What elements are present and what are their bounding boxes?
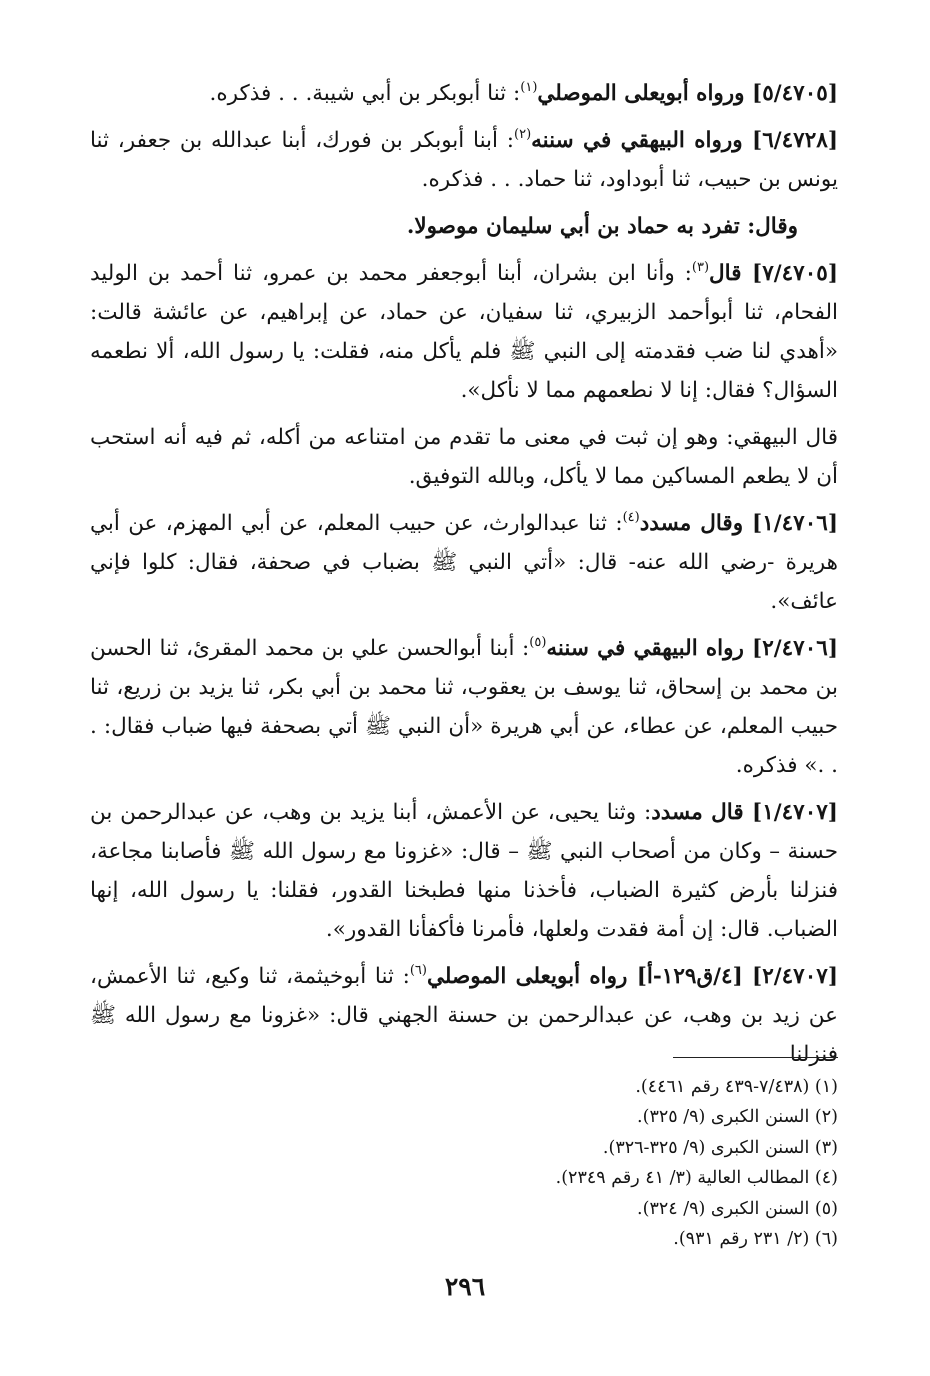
- footnote-2: (٢) السنن الكبرى (٩/ ٣٢٥).: [637, 1107, 838, 1128]
- paragraph-4: [90, 254, 838, 410]
- paragraph-lead: [٢/٤٧٠٦] رواه البيهقي في سننه: [546, 636, 838, 661]
- paragraph-5: [90, 418, 838, 496]
- paragraph-text: : ثنا أبوخيثمة، ثنا وكيع، ثنا الأعمش، عن زيد بن وهب، عن عبدالرحمن بن حسنة الجهني قال: «غزونا مع رسول الله ﷺ فنزلنا: [90, 964, 838, 1067]
- paragraph-lead: [٥/٤٧٠٥] ورواه أبويعلى الموصلي: [537, 81, 838, 106]
- paragraph-text: : أبنا أبوبكر بن فورك، أبنا عبدالله بن جعفر، ثنا يونس بن حبيب، ثنا أبوداود، ثنا حماد. . . فذكره.: [90, 128, 838, 192]
- paragraph-lead: [١/٤٧٠٦] وقال مسدد: [639, 511, 839, 536]
- paragraph-text: : وأنا ابن بشران، أبنا أبوجعفر محمد بن عمرو، ثنا أحمد بن الوليد الفحام، ثنا أبوأحمد الزبيري، ثنا سفيان، عن حماد، عن إبراهيم، عن عائشة قالت: «أهدي لنا ضب فقدمته إلى النبي ﷺ فلم يأكل منه، فقلت: يا رسول الله، ألا نطعمه السؤال؟ فقال: إنا لا نطعمهم مما لا نأكل».: [90, 261, 838, 403]
- paragraph-6: [90, 504, 838, 621]
- paragraph-lead: [٧/٤٧٠٥] قال: [709, 261, 839, 286]
- footnote-divider: [673, 1057, 838, 1058]
- footnote-1: (١) (٧/٤٣٨-٤٣٩ رقم ٤٤٦١).: [635, 1077, 838, 1097]
- paragraph-2: [90, 121, 838, 199]
- paragraph-1: [90, 74, 838, 113]
- footnote-6: (٦) (٢/ ٢٣١ رقم ٩٣١).: [673, 1229, 838, 1250]
- footnote-ref: (٢): [514, 127, 532, 142]
- paragraph-text: : وثنا يحيى، عن الأعمش، أبنا يزيد بن وهب، عن عبدالرحمن بن حسنة – وكان من أصحاب النبي ﷺ – قال: «غزونا مع رسول الله ﷺ فأصابنا مجاعة، فنزلنا بأرض كثيرة الضباب، فأخذنا منها فطبخنا القدور، فقلنا: يا رسول الله، إنها الضباب. قال: إن أمة فقدت ولعلها، فأمرنا فأكفأنا القدور».: [90, 800, 838, 942]
- paragraph-lead: [١/٤٧٠٧] قال مسدد: [651, 800, 838, 825]
- footnote-ref: (٥): [529, 635, 547, 650]
- footnote-ref: (١): [520, 80, 538, 95]
- footnote-3: (٣) السنن الكبرى (٩/ ٣٢٥-٣٢٦).: [602, 1137, 838, 1158]
- paragraph-text: : ثنا عبدالوارث، عن حبيب المعلم، عن أبي المهزم، عن أبي هريرة -رضي الله عنه- قال: «أتي النبي ﷺ بضباب في صحفة، فقال: كلوا فإني عائف».: [90, 511, 838, 614]
- footnotes: [90, 1072, 838, 1254]
- main-text: [90, 74, 838, 1082]
- paragraph-text: : أبنا أبوالحسن علي بن محمد المقرئ، ثنا الحسن بن محمد بن إسحاق، ثنا يوسف بن يعقوب، ثنا محمد بن أبي بكر، ثنا يزيد بن زريع، ثنا حبيب المعلم، عن عطاء، عن أبي هريرة «أن النبي ﷺ أتي بصحفة فيها ضباب فقال: . . .» فذكره.: [90, 636, 838, 778]
- paragraph-8: [90, 793, 838, 949]
- footnote-5: (٥) السنن الكبرى (٩/ ٣٢٤).: [637, 1198, 838, 1219]
- paragraph-text: قال البيهقي: وهو إن ثبت في معنى ما تقدم من امتناعه من أكله، ثم فيه أنه استحب أن لا يطعم المساكين مما لا يأكل، وبالله التوفيق.: [90, 425, 838, 489]
- paragraph-lead: [٦/٤٧٢٨] ورواه البيهقي في سننه: [531, 128, 838, 153]
- paragraph-text: : ثنا أبوبكر بن أبي شيبة. . . فذكره.: [209, 81, 521, 106]
- paragraph-lead: [٢/٤٧٠٧] [٤/ق١٢٩-أ] رواه أبويعلى الموصلي: [426, 964, 838, 989]
- paragraph-3: [90, 207, 838, 246]
- paragraph-lead: وقال: تفرد به حماد بن أبي سليمان موصولا.: [406, 214, 798, 239]
- footnote-4: (٤) المطالب العالية (٣/ ٤١ رقم ٢٣٤٩).: [555, 1168, 838, 1189]
- footnote-ref: (٣): [691, 260, 710, 275]
- footnote-ref: (٦): [409, 963, 427, 978]
- footnote-ref: (٤): [622, 510, 640, 525]
- page-number: ٢٩٦: [444, 1272, 486, 1301]
- paragraph-7: [90, 629, 838, 785]
